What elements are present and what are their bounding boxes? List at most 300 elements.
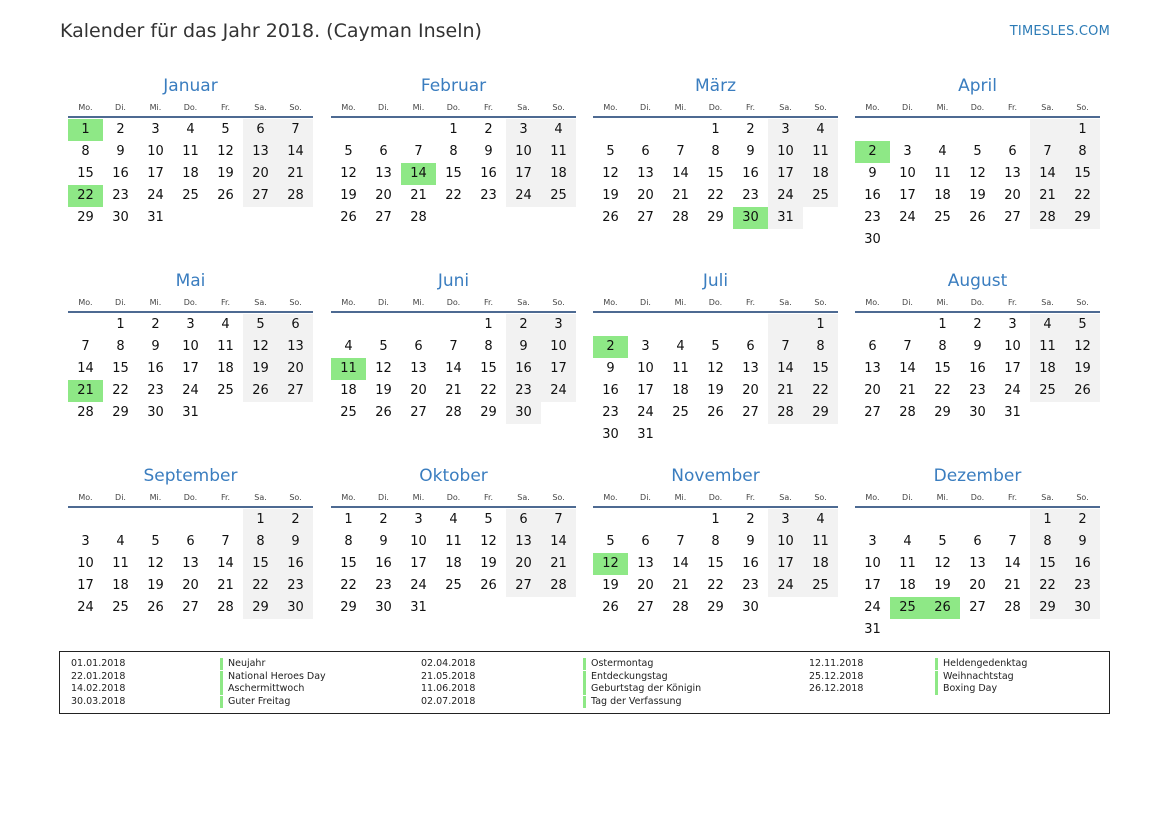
day-cell[interactable]: 26	[375, 405, 392, 420]
day-cell[interactable]: 13	[1004, 166, 1021, 181]
day-cell[interactable]: 11	[672, 361, 689, 376]
day-cell[interactable]: 2	[379, 512, 388, 527]
day-cell[interactable]: 16	[864, 188, 881, 203]
day-cell[interactable]: 22	[340, 578, 357, 593]
day-cell[interactable]: 29	[480, 405, 497, 420]
day-cell[interactable]: 17	[77, 578, 94, 593]
day-cell[interactable]: 20	[1004, 188, 1021, 203]
day-cell[interactable]: 7	[768, 336, 803, 358]
day-cell[interactable]: 31	[637, 427, 654, 442]
day-cell[interactable]: 14	[77, 361, 94, 376]
day-cell[interactable]: 13	[506, 531, 541, 553]
day-cell[interactable]: 11	[803, 531, 838, 553]
day-cell[interactable]: 24	[768, 575, 803, 597]
day-cell[interactable]: 28	[768, 402, 803, 424]
day-cell[interactable]: 30	[278, 597, 313, 619]
day-cell[interactable]: 12	[602, 166, 619, 181]
day-cell[interactable]: 3	[768, 119, 803, 141]
day-cell[interactable]: 19	[147, 578, 164, 593]
day-cell[interactable]: 15	[1030, 553, 1065, 575]
day-cell[interactable]: 14	[672, 556, 689, 571]
day-cell[interactable]: 21	[445, 383, 462, 398]
day-cell[interactable]: 9	[606, 361, 615, 376]
day-cell[interactable]: 8	[803, 336, 838, 358]
day-cell[interactable]: 21	[672, 578, 689, 593]
day-cell[interactable]: 23	[864, 210, 881, 225]
day-cell[interactable]: 20	[243, 163, 278, 185]
day-cell[interactable]: 20	[742, 383, 759, 398]
day-cell[interactable]: 27	[182, 600, 199, 615]
day-cell[interactable]: 10	[899, 166, 916, 181]
day-cell[interactable]: 7	[81, 339, 90, 354]
day-cell[interactable]: 5	[151, 534, 160, 549]
day-cell[interactable]: 13	[969, 556, 986, 571]
day-cell[interactable]: 21	[217, 578, 234, 593]
day-cell[interactable]: 5	[379, 339, 388, 354]
day-cell[interactable]: 15	[1065, 163, 1100, 185]
day-cell[interactable]: 4	[221, 317, 230, 332]
day-cell[interactable]: 20	[637, 578, 654, 593]
day-cell[interactable]: 28	[410, 210, 427, 225]
day-cell[interactable]: 15	[707, 556, 724, 571]
day-cell[interactable]: 18	[445, 556, 462, 571]
day-cell[interactable]: 6	[506, 509, 541, 531]
day-cell[interactable]: 20	[410, 383, 427, 398]
day-cell[interactable]: 20	[969, 578, 986, 593]
day-cell[interactable]: 8	[1065, 141, 1100, 163]
day-cell[interactable]: 9	[746, 144, 755, 159]
day-cell[interactable]: 31	[410, 600, 427, 615]
day-cell[interactable]: 23	[969, 383, 986, 398]
day-cell[interactable]: 9	[379, 534, 388, 549]
day-cell[interactable]: 27	[864, 405, 881, 420]
day-cell[interactable]: 21	[68, 380, 103, 402]
day-cell[interactable]: 11	[541, 141, 576, 163]
day-cell[interactable]: 6	[973, 534, 982, 549]
day-cell[interactable]: 29	[1065, 207, 1100, 229]
day-cell[interactable]: 30	[742, 600, 759, 615]
day-cell[interactable]: 3	[768, 509, 803, 531]
day-cell[interactable]: 4	[803, 119, 838, 141]
day-cell[interactable]: 14	[672, 166, 689, 181]
day-cell[interactable]: 9	[868, 166, 877, 181]
day-cell[interactable]: 20	[278, 358, 313, 380]
day-cell[interactable]: 13	[864, 361, 881, 376]
day-cell[interactable]: 11	[1030, 336, 1065, 358]
day-cell[interactable]: 10	[182, 339, 199, 354]
day-cell[interactable]: 17	[1004, 361, 1021, 376]
day-cell[interactable]: 15	[243, 553, 278, 575]
day-cell[interactable]: 19	[934, 578, 951, 593]
day-cell[interactable]: 10	[506, 141, 541, 163]
day-cell[interactable]: 19	[217, 166, 234, 181]
day-cell[interactable]: 2	[506, 314, 541, 336]
day-cell[interactable]: 19	[707, 383, 724, 398]
day-cell[interactable]: 30	[506, 402, 541, 424]
day-cell[interactable]: 26	[602, 210, 619, 225]
day-cell[interactable]: 2	[151, 317, 160, 332]
day-cell[interactable]: 16	[602, 383, 619, 398]
day-cell[interactable]: 23	[147, 383, 164, 398]
day-cell[interactable]: 10	[77, 556, 94, 571]
day-cell[interactable]: 22	[68, 185, 103, 207]
day-cell[interactable]: 25	[445, 578, 462, 593]
day-cell[interactable]: 19	[480, 556, 497, 571]
day-cell[interactable]: 14	[217, 556, 234, 571]
day-cell[interactable]: 28	[445, 405, 462, 420]
day-cell[interactable]: 12	[593, 553, 628, 575]
day-cell[interactable]: 7	[221, 534, 230, 549]
day-cell[interactable]: 5	[1065, 314, 1100, 336]
day-cell[interactable]: 1	[243, 509, 278, 531]
day-cell[interactable]: 25	[217, 383, 234, 398]
day-cell[interactable]: 9	[151, 339, 160, 354]
day-cell[interactable]: 17	[182, 361, 199, 376]
day-cell[interactable]: 3	[506, 119, 541, 141]
day-cell[interactable]: 5	[221, 122, 230, 137]
day-cell[interactable]: 12	[217, 144, 234, 159]
day-cell[interactable]: 4	[116, 534, 125, 549]
day-cell[interactable]: 6	[186, 534, 195, 549]
day-cell[interactable]: 5	[484, 512, 493, 527]
day-cell[interactable]: 6	[1008, 144, 1017, 159]
day-cell[interactable]: 22	[934, 383, 951, 398]
day-cell[interactable]: 18	[803, 163, 838, 185]
day-cell[interactable]: 1	[711, 122, 720, 137]
day-cell[interactable]: 28	[278, 185, 313, 207]
day-cell[interactable]: 13	[637, 166, 654, 181]
day-cell[interactable]: 10	[541, 336, 576, 358]
day-cell[interactable]: 27	[1004, 210, 1021, 225]
day-cell[interactable]: 18	[899, 578, 916, 593]
day-cell[interactable]: 28	[672, 600, 689, 615]
day-cell[interactable]: 2	[593, 336, 628, 358]
day-cell[interactable]: 6	[641, 534, 650, 549]
day-cell[interactable]: 24	[768, 185, 803, 207]
day-cell[interactable]: 24	[864, 600, 881, 615]
day-cell[interactable]: 6	[278, 314, 313, 336]
day-cell[interactable]: 3	[186, 317, 195, 332]
day-cell[interactable]: 24	[899, 210, 916, 225]
day-cell[interactable]: 2	[973, 317, 982, 332]
day-cell[interactable]: 23	[480, 188, 497, 203]
day-cell[interactable]: 28	[672, 210, 689, 225]
day-cell[interactable]: 29	[77, 210, 94, 225]
day-cell[interactable]: 24	[410, 578, 427, 593]
day-cell[interactable]: 11	[803, 141, 838, 163]
day-cell[interactable]: 27	[410, 405, 427, 420]
day-cell[interactable]: 26	[707, 405, 724, 420]
day-cell[interactable]: 25	[803, 185, 838, 207]
day-cell[interactable]: 8	[938, 339, 947, 354]
day-cell[interactable]: 20	[182, 578, 199, 593]
day-cell[interactable]: 30	[1065, 597, 1100, 619]
day-cell[interactable]: 10	[1004, 339, 1021, 354]
day-cell[interactable]: 12	[934, 556, 951, 571]
day-cell[interactable]: 22	[707, 188, 724, 203]
day-cell[interactable]: 6	[746, 339, 755, 354]
day-cell[interactable]: 7	[449, 339, 458, 354]
day-cell[interactable]: 4	[186, 122, 195, 137]
day-cell[interactable]: 27	[375, 210, 392, 225]
day-cell[interactable]: 3	[641, 339, 650, 354]
day-cell[interactable]: 24	[1004, 383, 1021, 398]
day-cell[interactable]: 29	[803, 402, 838, 424]
day-cell[interactable]: 1	[449, 122, 458, 137]
day-cell[interactable]: 24	[147, 188, 164, 203]
day-cell[interactable]: 26	[969, 210, 986, 225]
day-cell[interactable]: 24	[541, 380, 576, 402]
day-cell[interactable]: 1	[68, 119, 103, 141]
day-cell[interactable]: 15	[480, 361, 497, 376]
day-cell[interactable]: 1	[484, 317, 493, 332]
day-cell[interactable]: 4	[803, 509, 838, 531]
day-cell[interactable]: 19	[969, 188, 986, 203]
day-cell[interactable]: 27	[506, 575, 541, 597]
day-cell[interactable]: 7	[676, 144, 685, 159]
day-cell[interactable]: 27	[969, 600, 986, 615]
day-cell[interactable]: 4	[938, 144, 947, 159]
day-cell[interactable]: 12	[340, 166, 357, 181]
day-cell[interactable]: 10	[637, 361, 654, 376]
day-cell[interactable]: 7	[1030, 141, 1065, 163]
day-cell[interactable]: 22	[707, 578, 724, 593]
day-cell[interactable]: 15	[340, 556, 357, 571]
day-cell[interactable]: 25	[890, 597, 925, 619]
day-cell[interactable]: 12	[243, 336, 278, 358]
day-cell[interactable]: 2	[746, 512, 755, 527]
day-cell[interactable]: 31	[864, 622, 881, 637]
day-cell[interactable]: 27	[278, 380, 313, 402]
day-cell[interactable]: 3	[81, 534, 90, 549]
day-cell[interactable]: 9	[1065, 531, 1100, 553]
day-cell[interactable]: 17	[768, 553, 803, 575]
day-cell[interactable]: 13	[375, 166, 392, 181]
day-cell[interactable]: 25	[1030, 380, 1065, 402]
day-cell[interactable]: 19	[1065, 358, 1100, 380]
day-cell[interactable]: 28	[1004, 600, 1021, 615]
day-cell[interactable]: 10	[768, 531, 803, 553]
day-cell[interactable]: 3	[541, 314, 576, 336]
day-cell[interactable]: 23	[1065, 575, 1100, 597]
day-cell[interactable]: 5	[606, 534, 615, 549]
day-cell[interactable]: 18	[541, 163, 576, 185]
day-cell[interactable]: 16	[506, 358, 541, 380]
day-cell[interactable]: 23	[375, 578, 392, 593]
day-cell[interactable]: 20	[637, 188, 654, 203]
day-cell[interactable]: 13	[182, 556, 199, 571]
day-cell[interactable]: 14	[1030, 163, 1065, 185]
day-cell[interactable]: 21	[1030, 185, 1065, 207]
day-cell[interactable]: 3	[903, 144, 912, 159]
day-cell[interactable]: 2	[746, 122, 755, 137]
day-cell[interactable]: 27	[637, 600, 654, 615]
day-cell[interactable]: 26	[1065, 380, 1100, 402]
day-cell[interactable]: 7	[1008, 534, 1017, 549]
day-cell[interactable]: 24	[77, 600, 94, 615]
day-cell[interactable]: 16	[278, 553, 313, 575]
day-cell[interactable]: 2	[1065, 509, 1100, 531]
day-cell[interactable]: 15	[77, 166, 94, 181]
day-cell[interactable]: 3	[151, 122, 160, 137]
day-cell[interactable]: 12	[147, 556, 164, 571]
day-cell[interactable]: 22	[480, 383, 497, 398]
day-cell[interactable]: 19	[602, 188, 619, 203]
day-cell[interactable]: 14	[278, 141, 313, 163]
day-cell[interactable]: 27	[243, 185, 278, 207]
day-cell[interactable]: 21	[1004, 578, 1021, 593]
day-cell[interactable]: 14	[768, 358, 803, 380]
day-cell[interactable]: 2	[278, 509, 313, 531]
day-cell[interactable]: 5	[938, 534, 947, 549]
day-cell[interactable]: 28	[77, 405, 94, 420]
day-cell[interactable]: 5	[344, 144, 353, 159]
day-cell[interactable]: 20	[375, 188, 392, 203]
day-cell[interactable]: 7	[676, 534, 685, 549]
day-cell[interactable]: 17	[541, 358, 576, 380]
day-cell[interactable]: 11	[182, 144, 199, 159]
day-cell[interactable]: 1	[803, 314, 838, 336]
day-cell[interactable]: 29	[112, 405, 129, 420]
day-cell[interactable]: 3	[868, 534, 877, 549]
day-cell[interactable]: 7	[903, 339, 912, 354]
day-cell[interactable]: 25	[340, 405, 357, 420]
day-cell[interactable]: 26	[243, 380, 278, 402]
day-cell[interactable]: 13	[278, 336, 313, 358]
day-cell[interactable]: 14	[445, 361, 462, 376]
day-cell[interactable]: 14	[401, 163, 436, 185]
day-cell[interactable]: 5	[243, 314, 278, 336]
day-cell[interactable]: 5	[606, 144, 615, 159]
day-cell[interactable]: 2	[855, 141, 890, 163]
day-cell[interactable]: 26	[925, 597, 960, 619]
day-cell[interactable]: 9	[116, 144, 125, 159]
day-cell[interactable]: 18	[112, 578, 129, 593]
day-cell[interactable]: 23	[742, 578, 759, 593]
day-cell[interactable]: 20	[506, 553, 541, 575]
day-cell[interactable]: 18	[340, 383, 357, 398]
day-cell[interactable]: 1	[1065, 119, 1100, 141]
day-cell[interactable]: 27	[637, 210, 654, 225]
day-cell[interactable]: 22	[803, 380, 838, 402]
day-cell[interactable]: 8	[81, 144, 90, 159]
day-cell[interactable]: 3	[414, 512, 423, 527]
day-cell[interactable]: 4	[344, 339, 353, 354]
day-cell[interactable]: 10	[768, 141, 803, 163]
day-cell[interactable]: 29	[707, 210, 724, 225]
day-cell[interactable]: 17	[899, 188, 916, 203]
day-cell[interactable]: 30	[602, 427, 619, 442]
day-cell[interactable]: 21	[672, 188, 689, 203]
day-cell[interactable]: 1	[938, 317, 947, 332]
day-cell[interactable]: 23	[112, 188, 129, 203]
day-cell[interactable]: 29	[707, 600, 724, 615]
day-cell[interactable]: 8	[711, 144, 720, 159]
day-cell[interactable]: 6	[868, 339, 877, 354]
day-cell[interactable]: 8	[116, 339, 125, 354]
day-cell[interactable]: 22	[1065, 185, 1100, 207]
day-cell[interactable]: 22	[112, 383, 129, 398]
day-cell[interactable]: 28	[541, 575, 576, 597]
day-cell[interactable]: 21	[278, 163, 313, 185]
day-cell[interactable]: 23	[602, 405, 619, 420]
day-cell[interactable]: 21	[899, 383, 916, 398]
day-cell[interactable]: 2	[116, 122, 125, 137]
day-cell[interactable]: 4	[676, 339, 685, 354]
day-cell[interactable]: 11	[331, 358, 366, 380]
day-cell[interactable]: 27	[742, 405, 759, 420]
day-cell[interactable]: 5	[973, 144, 982, 159]
day-cell[interactable]: 19	[340, 188, 357, 203]
day-cell[interactable]: 17	[637, 383, 654, 398]
day-cell[interactable]: 21	[541, 553, 576, 575]
day-cell[interactable]: 14	[1004, 556, 1021, 571]
day-cell[interactable]: 11	[217, 339, 234, 354]
day-cell[interactable]: 15	[112, 361, 129, 376]
day-cell[interactable]: 7	[414, 144, 423, 159]
day-cell[interactable]: 20	[864, 383, 881, 398]
day-cell[interactable]: 8	[1030, 531, 1065, 553]
day-cell[interactable]: 25	[934, 210, 951, 225]
day-cell[interactable]: 6	[641, 144, 650, 159]
day-cell[interactable]: 8	[243, 531, 278, 553]
day-cell[interactable]: 4	[1030, 314, 1065, 336]
day-cell[interactable]: 19	[602, 578, 619, 593]
day-cell[interactable]: 11	[112, 556, 129, 571]
day-cell[interactable]: 22	[445, 188, 462, 203]
day-cell[interactable]: 21	[768, 380, 803, 402]
day-cell[interactable]: 29	[1030, 597, 1065, 619]
day-cell[interactable]: 17	[506, 163, 541, 185]
day-cell[interactable]: 17	[147, 166, 164, 181]
day-cell[interactable]: 16	[742, 556, 759, 571]
day-cell[interactable]: 30	[375, 600, 392, 615]
day-cell[interactable]: 26	[340, 210, 357, 225]
day-cell[interactable]: 19	[375, 383, 392, 398]
day-cell[interactable]: 31	[182, 405, 199, 420]
day-cell[interactable]: 28	[217, 600, 234, 615]
day-cell[interactable]: 25	[672, 405, 689, 420]
day-cell[interactable]: 11	[445, 534, 462, 549]
day-cell[interactable]: 15	[934, 361, 951, 376]
day-cell[interactable]: 9	[746, 534, 755, 549]
day-cell[interactable]: 16	[1065, 553, 1100, 575]
day-cell[interactable]: 19	[243, 358, 278, 380]
day-cell[interactable]: 24	[506, 185, 541, 207]
day-cell[interactable]: 1	[344, 512, 353, 527]
day-cell[interactable]: 6	[414, 339, 423, 354]
day-cell[interactable]: 18	[1030, 358, 1065, 380]
day-cell[interactable]: 16	[969, 361, 986, 376]
day-cell[interactable]: 8	[344, 534, 353, 549]
day-cell[interactable]: 13	[637, 556, 654, 571]
day-cell[interactable]: 15	[445, 166, 462, 181]
day-cell[interactable]: 30	[733, 207, 768, 229]
day-cell[interactable]: 18	[934, 188, 951, 203]
day-cell[interactable]: 18	[803, 553, 838, 575]
day-cell[interactable]: 16	[480, 166, 497, 181]
day-cell[interactable]: 18	[182, 166, 199, 181]
day-cell[interactable]: 31	[768, 207, 803, 229]
day-cell[interactable]: 7	[278, 119, 313, 141]
day-cell[interactable]: 15	[707, 166, 724, 181]
day-cell[interactable]: 25	[182, 188, 199, 203]
day-cell[interactable]: 22	[243, 575, 278, 597]
brand-link[interactable]: TIMESLES.COM	[1009, 24, 1110, 39]
day-cell[interactable]: 8	[484, 339, 493, 354]
day-cell[interactable]: 25	[112, 600, 129, 615]
day-cell[interactable]: 10	[410, 534, 427, 549]
